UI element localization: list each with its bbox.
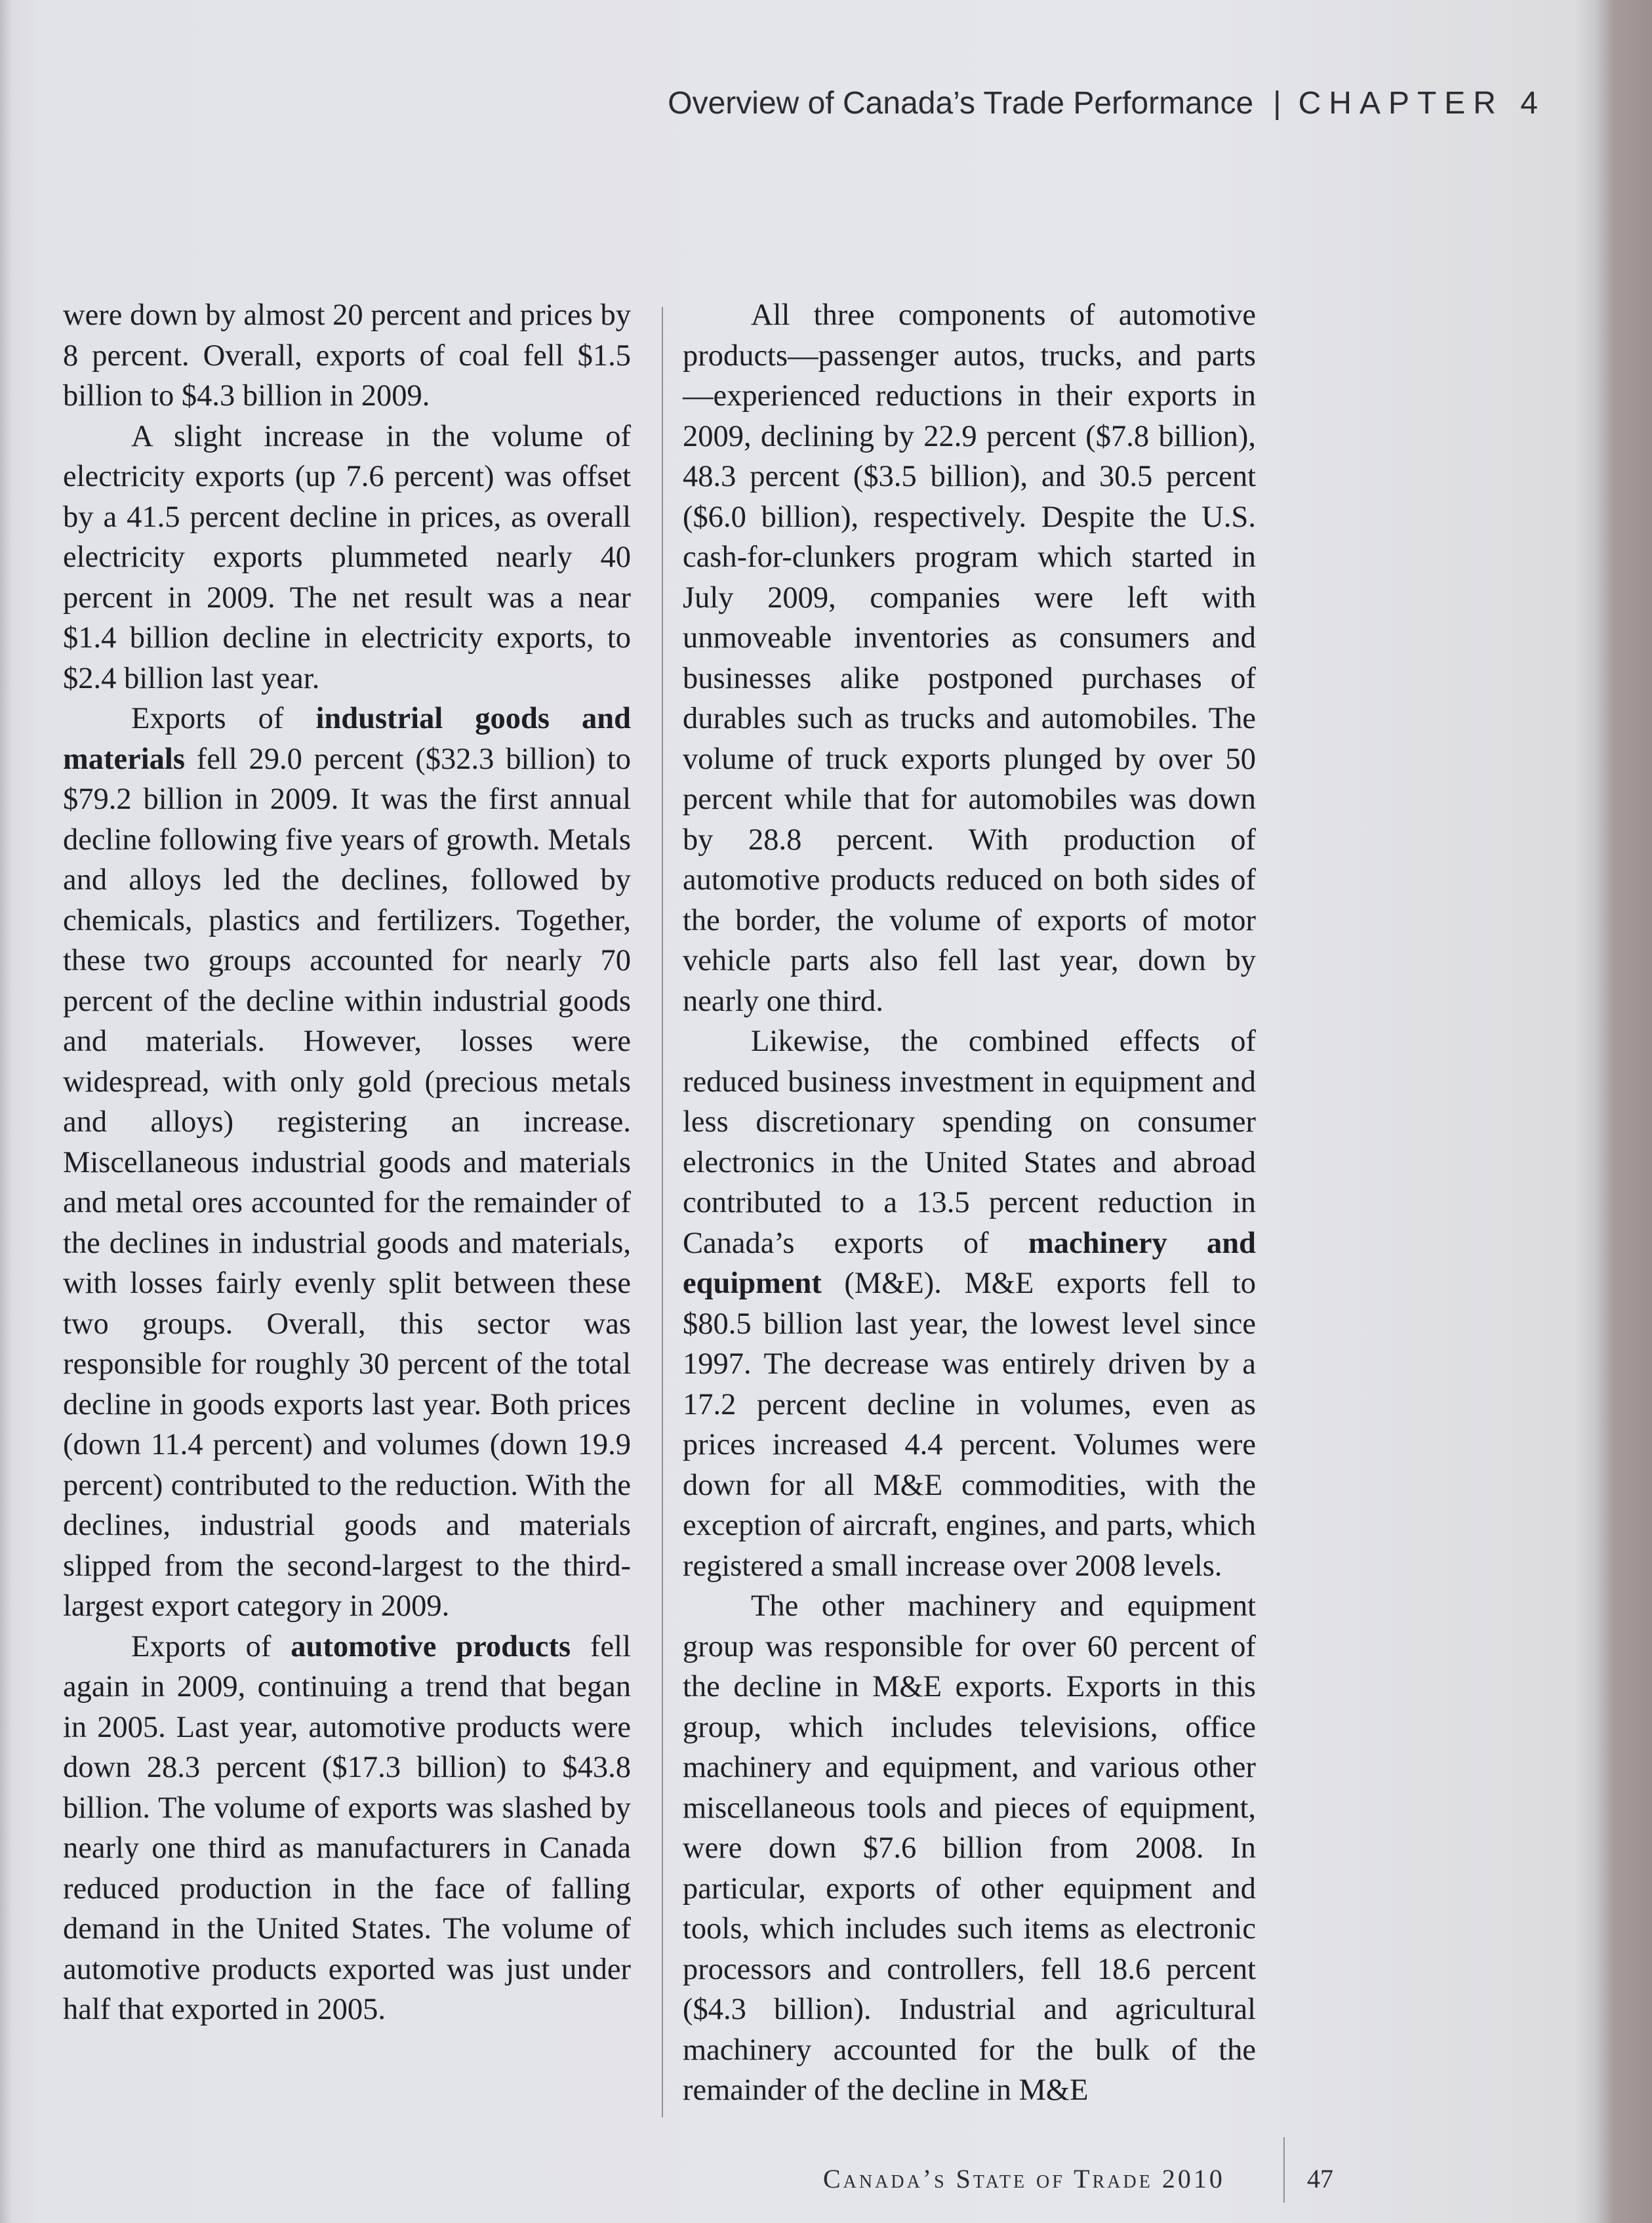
paragraph-coal: were down by almost 20 percent and prices by 8 percent. Overall, exports of coal fell $1.5 billion to $4.3 billion in 2009.	[63, 298, 631, 413]
term-machinery-equipment: machinery and equipment	[683, 1226, 1257, 1300]
running-head	[668, 85, 1546, 121]
term-industrial-goods: industrial goods and materials	[63, 702, 631, 776]
term-automotive-products: automotive products	[291, 1629, 571, 1663]
chapter-label: CHAPTER 4	[1298, 86, 1546, 121]
running-title: Overview of Canada’s Trade Performance	[668, 86, 1254, 121]
right-column	[683, 295, 1256, 2111]
paragraph-electricity: A slight increase in the volume of electricity exports (up 7.6 percent) was offset by a 41.5 percent decline in prices, as overall electricity exports plummeted nearly 40 percent in 2009. The net result was a near $1.4 billion decline in electricity exports, to $2.4 billion last year.	[63, 419, 631, 695]
paragraph-industrial-goods: Exports of industrial goods and materials fell 29.0 percent ($32.3 billion) to $79.2 billion in 2009. It was the first annual decline following five years of growth. Metals and alloys led the declines, followed by chemicals, plastics and fertilizers. Together, these two groups accounted for nearly 70 percent of the decline within industrial goods and materials. However, losses were widespread, with only gold (precious metals and alloys) registering an increase. Miscellaneous industrial goods and materials and metal ores accounted for the remainder of the declines in industrial goods and materials, with losses fairly evenly split between these two groups. Overall, this sector was responsible for roughly 30 percent of the total decline in goods exports last year. Both prices (down 11.4 percent) and volumes (down 19.9 percent) contributed to the reduction. With the declines, industrial goods and materials slipped from the second-largest to the third-largest export category in 2009.	[63, 702, 631, 1623]
paragraph-automotive-components: All three components of automotive products—passenger autos, trucks, and parts—experienced reductions in their exports in 2009, declining by 22.9 percent ($7.8 billion), 48.3 percent ($3.5 billion), and 30.5 percent ($6.0 billion), respectively. Despite the U.S. cash-for-clunkers program which started in July 2009, companies were left with unmoveable inventories as consumers and businesses alike postponed purchases of durables such as trucks and automobiles. The volume of truck exports plunged by over 50 percent while that for automobiles was down by 28.8 percent. With production of automotive products reduced on both sides of the border, the volume of exports of motor vehicle parts also fell last year, down by nearly one third.	[683, 298, 1256, 1018]
footer-divider	[1283, 2137, 1285, 2203]
left-column	[63, 295, 631, 2030]
paragraph-automotive: Exports of automotive products fell again in 2009, continuing a trend that began in 2005. Last year, automotive products were down 28.3 percent ($17.3 billion) to $43.8 billion. The volume of exports was slashed by nearly one third as manufacturers in Canada reduced production in the face of falling demand in the United States. The volume of automotive products exported was just under half that exported in 2005.	[63, 1629, 631, 2026]
column-divider	[662, 307, 663, 2117]
header-separator: |	[1273, 86, 1281, 121]
page-number: 47	[1307, 2164, 1333, 2193]
paragraph-machinery: Likewise, the combined effects of reduced business investment in equipment and less discretionary spending on consumer electronics in the United States and abroad contributed to a 13.5 percent reduction in Canada’s exports of machinery and equipment (M&E). M&E exports fell to $80.5 billion last year, the lowest level since 1997. The decrease was entirely driven by a 17.2 percent decline in volumes, even as prices increased 4.4 percent. Volumes were down for all M&E commodities, with the exception of aircraft, engines, and parts, which registered a small increase over 2008 levels.	[683, 1025, 1257, 1583]
paragraph-other-machinery: The other machinery and equipment group was responsible for over 60 percent of the decline in M&E exports. Exports in this group, which includes televisions, office machinery and equipment, and various other miscellaneous tools and pieces of equipment, were down $7.6 billion from 2008. In particular, exports of other equipment and tools, which includes such items as electronic processors and controllers, fell 18.6 percent ($4.3 billion). Industrial and agricultural machinery accounted for the bulk of the remainder of the decline in M&E	[683, 1589, 1256, 2107]
footer-publication: Canada’s State of Trade 2010	[823, 2164, 1225, 2193]
